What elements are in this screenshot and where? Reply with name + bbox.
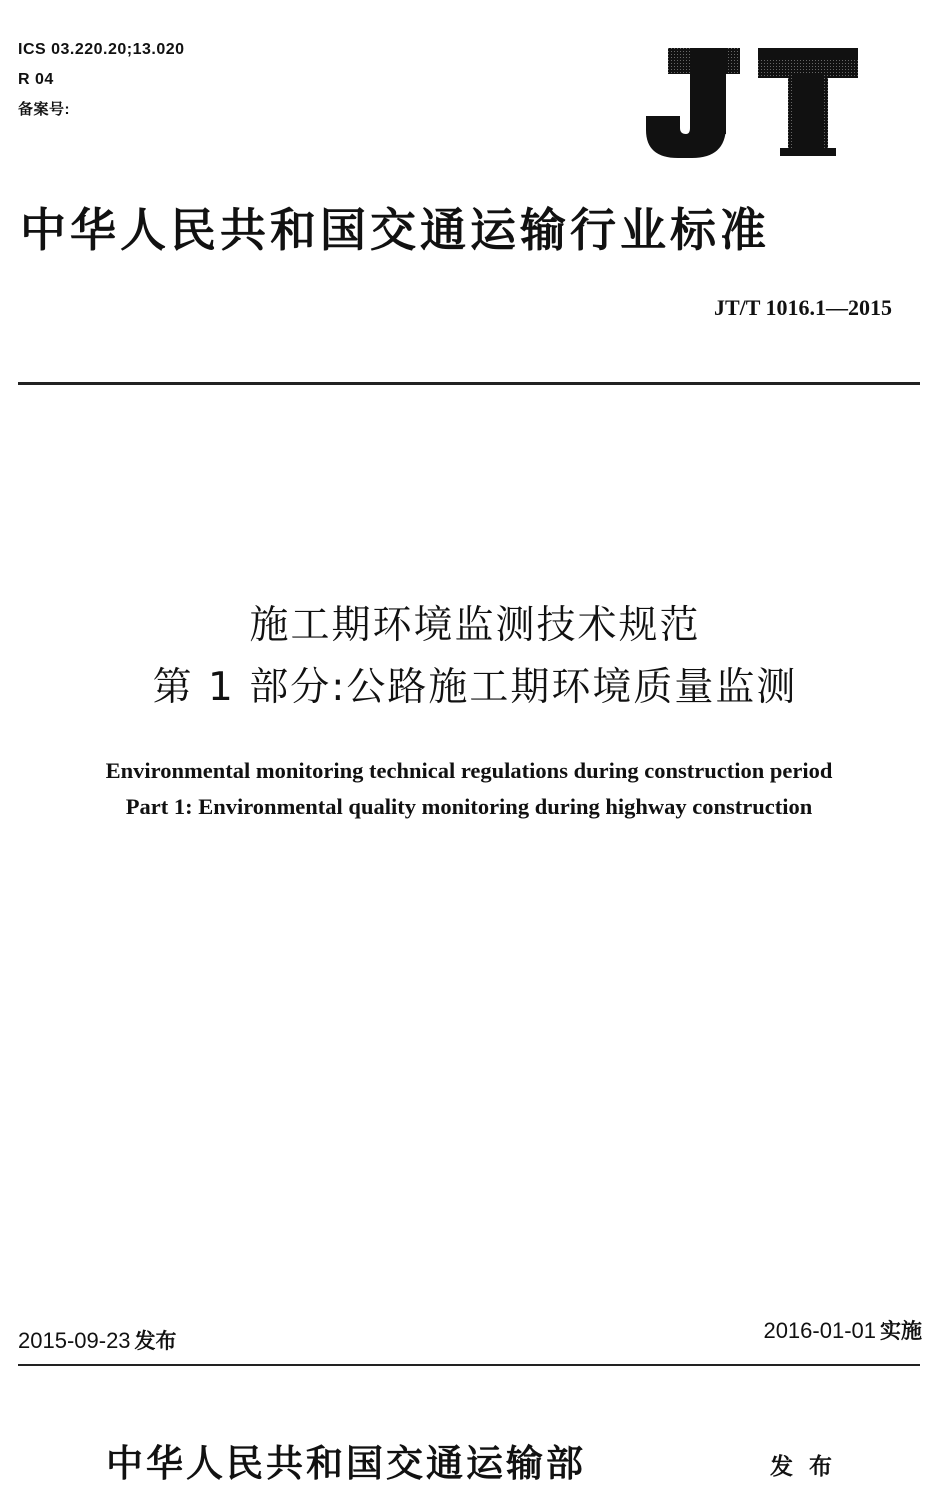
- chinese-title-line-2: 第 1 部分:公路施工期环境质量监测: [152, 665, 798, 710]
- issue-date-label: 发布: [134, 1329, 177, 1353]
- chinese-title-line-1: 施工期环境监测技术规范: [249, 603, 701, 648]
- industry-standard-title: 中华人民共和国交通运输行业标准: [20, 203, 770, 257]
- publisher-name: 中华人民共和国交通运输部: [106, 1441, 586, 1485]
- ccs-code: R 04: [18, 71, 54, 88]
- publish-label: 发布: [770, 1454, 848, 1480]
- jt-logo-icon: [640, 44, 862, 162]
- ics-code: ICS 03.220.20;13.020: [18, 41, 185, 58]
- issue-date: [18, 1326, 177, 1356]
- issue-date-value: 2015-09-23: [18, 1328, 131, 1353]
- footer-divider: [18, 1364, 920, 1366]
- implementation-date-value: 2016-01-01: [763, 1318, 876, 1343]
- filing-number-label: 备案号:: [18, 101, 70, 118]
- english-title-line-2: Part 1: Environmental quality monitoring during highway construction: [125, 794, 813, 819]
- implementation-date: [763, 1316, 922, 1346]
- standard-number: JT/T 1016.1—2015: [713, 295, 892, 320]
- english-title-line-1: Environmental monitoring technical regulations during construction period: [105, 758, 833, 783]
- header-divider: [18, 382, 920, 385]
- implementation-date-label: 实施: [880, 1319, 922, 1343]
